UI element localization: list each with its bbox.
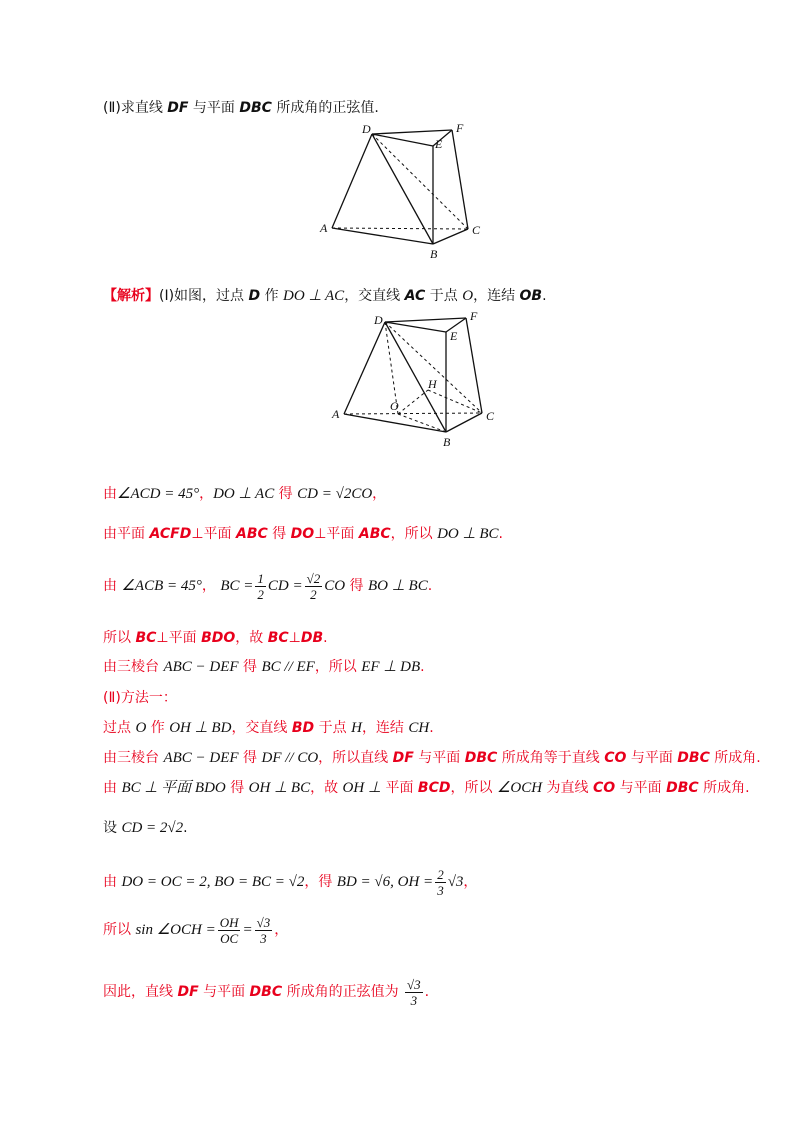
- step-10: 设 CD = 2√2.: [103, 820, 188, 836]
- label-A: A: [320, 221, 328, 235]
- step-3: 由 ∠ACB = 45°， BC = $\frac{1}{2}$ CD = $\frac{√2}{2}$ CO 得 BO ⊥ BC.: [103, 570, 433, 602]
- label-B: B: [443, 435, 451, 449]
- label-B: B: [430, 247, 438, 261]
- label-H: H: [428, 377, 437, 391]
- label-E: E: [435, 137, 443, 151]
- label-D: D: [374, 313, 383, 327]
- label-C: C: [472, 223, 481, 237]
- step-1: 由∠ACD = 45°，DO ⊥ AC 得 CD = √2CO，: [103, 486, 387, 502]
- figure-frustum: [318, 120, 488, 262]
- label-O: O: [390, 399, 399, 413]
- step-11: 由 DO = OC = 2, BO = BC = √2，得 BD = √6, OH = $\frac{2}{3}$ √3，: [103, 866, 478, 898]
- step-8: 由三棱台 ABC − DEF 得 DF // CO，所以直线 DF 与平面 DBC 所成角等于直线 CO 与平面 DBC 所成角.: [103, 750, 761, 766]
- step-4: 所以 BC⊥平面 BDO，故 BC⊥DB.: [103, 630, 328, 646]
- step-6: (Ⅱ)方法一：: [103, 690, 177, 706]
- step-7: 过点 O 作 OH ⊥ BD，交直线 BD 于点 H，连结 CH.: [103, 720, 434, 736]
- label-C: C: [486, 409, 495, 423]
- step-12: 所以 sin ∠OCH = $\frac{OH}{OC}$ = $\frac{√3}{3}$ ，: [103, 914, 289, 946]
- figure-frustum-construction: [330, 310, 500, 452]
- label-F: F: [470, 310, 478, 323]
- solution-header: 【解析】(Ⅰ)如图，过点 D 作 DO ⊥ AC，交直线 AC 于点 O，连结 OB.: [103, 288, 547, 304]
- step-9: 由 BC ⊥ 平面 BDO 得 OH ⊥ BC，故 OH ⊥ 平面 BCD，所以 ∠OCH 为直线 CO 与平面 DBC 所成角.: [103, 780, 750, 796]
- label-E: E: [450, 329, 458, 343]
- step-5: 由三棱台 ABC − DEF 得 BC // EF，所以 EF ⊥ DB.: [103, 659, 425, 675]
- step-2: 由平面 ACFD⊥平面 ABC 得 DO⊥平面 ABC，所以 DO ⊥ BC.: [103, 526, 503, 542]
- label-F: F: [456, 121, 464, 135]
- label-D: D: [362, 122, 371, 136]
- label-A: A: [332, 407, 340, 421]
- step-13: 因此，直线 DF 与平面 DBC 所成角的正弦值为 $\frac{√3}{3}$ .: [103, 976, 430, 1008]
- question-part-2: (Ⅱ)求直线 DF 与平面 DBC 所成角的正弦值.: [103, 100, 379, 116]
